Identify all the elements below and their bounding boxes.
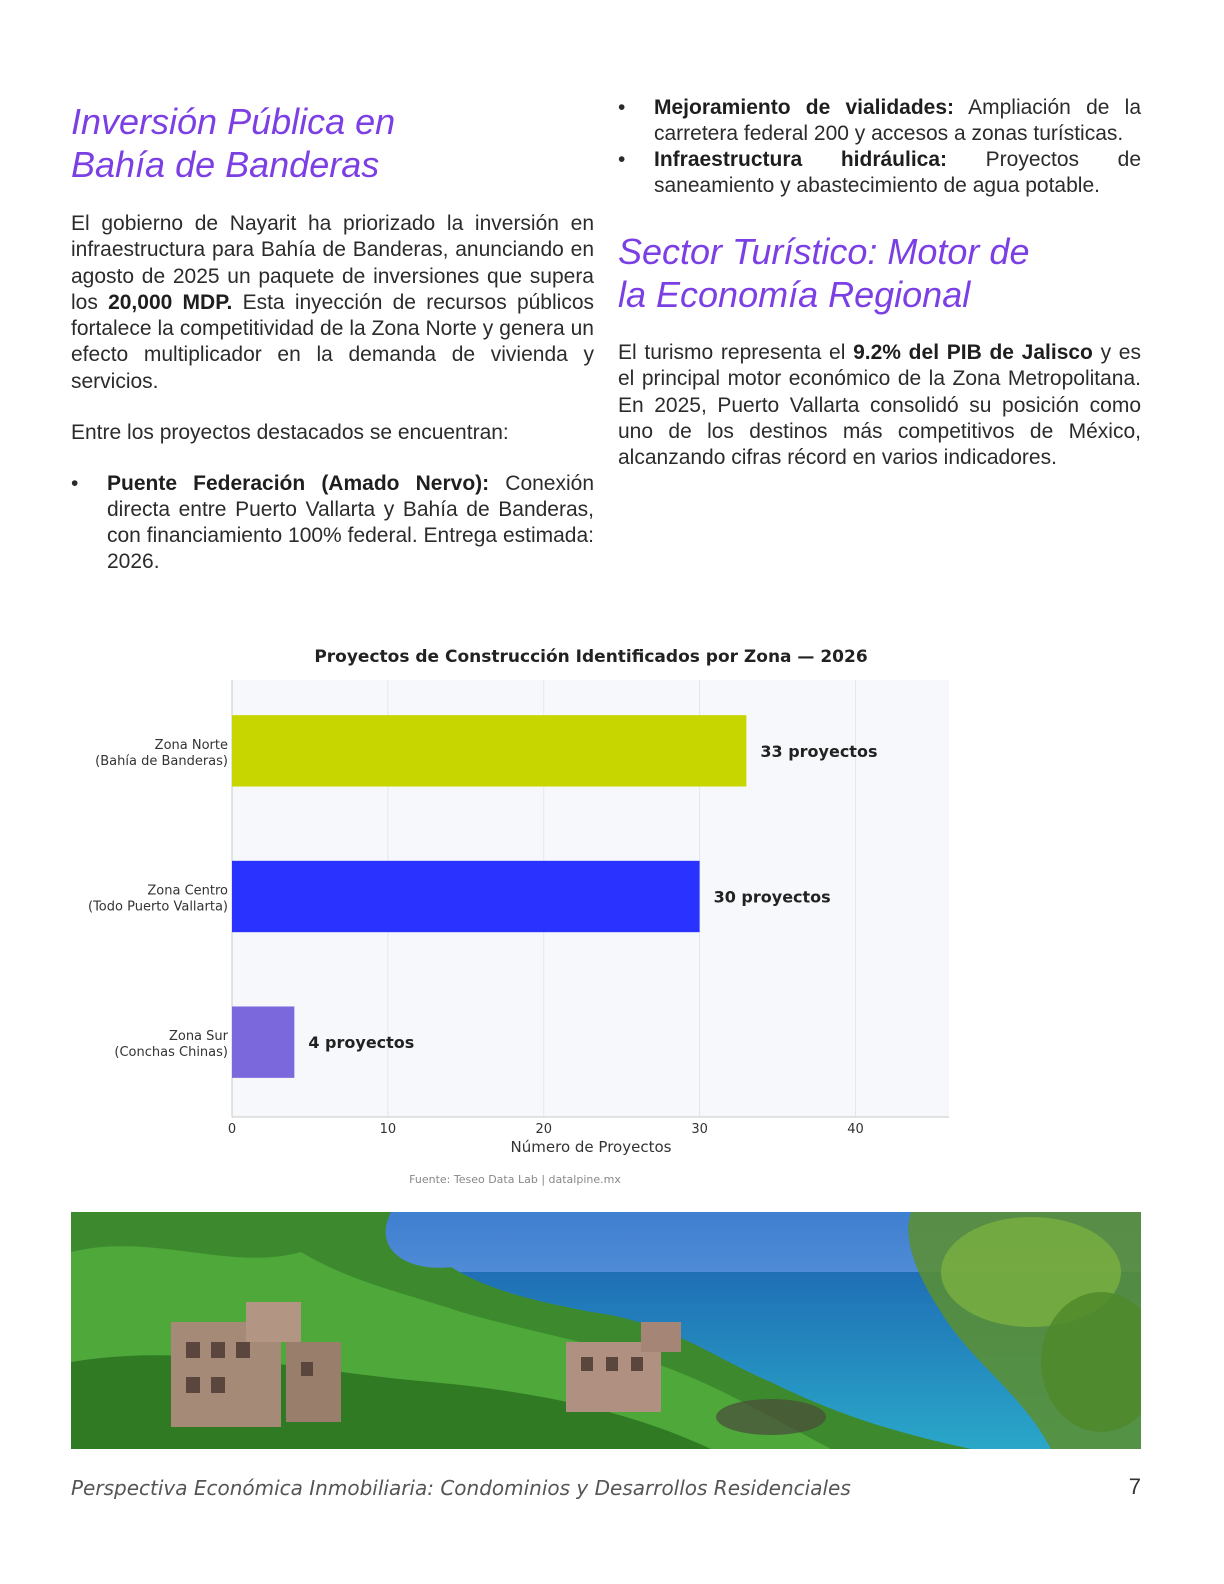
chart-source: Fuente: Teseo Data Lab | datalpine.mx <box>409 1173 621 1186</box>
bar-value-label: 4 proyectos <box>308 1033 415 1053</box>
category-label: Zona Norte <box>154 737 228 753</box>
bar-value-label: 33 proyectos <box>760 741 878 761</box>
chart-title: Proyectos de Construcción Identificados por Zona — 2026 <box>314 647 868 667</box>
bar <box>232 1006 294 1077</box>
x-tick-label: 0 <box>227 1122 237 1137</box>
x-tick-label: 30 <box>691 1122 708 1137</box>
section-title-turismo: Sector Turístico: Motor de la Economía Regional <box>618 231 1030 315</box>
projects-list-left <box>71 471 594 575</box>
bar <box>232 715 746 786</box>
list-item: • Puente Federación (Amado Nervo): Conexión directa entre Puerto Vallarta y Bahía de Banderas, con financiamiento 100% federal. Entrega estimada: 2026. <box>71 471 594 575</box>
category-label: Zona Centro <box>147 883 228 899</box>
list-item: • Mejoramiento de vialidades: Ampliación de la carretera federal 200 y accesos a zonas turísticas. <box>618 95 1141 147</box>
category-sublabel: (Conchas Chinas) <box>114 1045 228 1061</box>
x-tick-label: 40 <box>847 1122 864 1137</box>
category-sublabel: (Todo Puerto Vallarta) <box>88 899 228 915</box>
coastline-photo <box>71 1212 1141 1449</box>
list-item: • Infraestructura hidráulica: Proyectos de saneamiento y abastecimiento de agua potable. <box>618 147 1141 199</box>
footer-title: Perspectiva Económica Inmobiliaria: Condominios y Desarrollos Residenciales <box>71 1476 851 1500</box>
x-tick-label: 10 <box>379 1122 397 1137</box>
section-title-inversion: Inversión Pública en Bahía de Banderas <box>71 101 396 185</box>
right-column <box>618 95 1141 471</box>
turismo-paragraph: El turismo representa el 9.2% del PIB de Jalisco y es el principal motor económico de la Zona Metropolitana. En 2025, Puerto Vallarta consolidó su posición como uno de los destinos más competitivos de México, alcanzando cifras récord en varios indicadores. <box>618 341 1141 470</box>
bar <box>232 861 700 932</box>
projects-list-right <box>618 95 1141 199</box>
bar-value-label: 30 proyectos <box>713 887 831 907</box>
category-sublabel: (Bahía de Banderas) <box>95 753 228 769</box>
x-tick-label: 20 <box>535 1122 553 1137</box>
left-column <box>71 100 594 575</box>
projects-bar-chart <box>71 636 1141 1192</box>
chart-svg <box>71 636 1141 1192</box>
x-axis-label: Número de Proyectos <box>510 1138 672 1156</box>
page-number: 7 <box>1128 1474 1141 1499</box>
category-label: Zona Sur <box>168 1029 228 1045</box>
inversion-paragraph: El gobierno de Nayarit ha priorizado la inversión en infraestructura para Bahía de Banderas, anunciando en agosto de 2025 un paquete de inversiones que supera los 20,000 MDP. Esta inyección de recursos públicos fortalece la competitividad de la Zona Norte y genera un efecto multiplicador en la demanda de vivienda y servicios. <box>71 212 595 393</box>
projects-intro: Entre los proyectos destacados se encuentran: <box>71 421 509 445</box>
coastline-illustration <box>71 1212 1141 1449</box>
x-tick-labels <box>228 1122 864 1137</box>
